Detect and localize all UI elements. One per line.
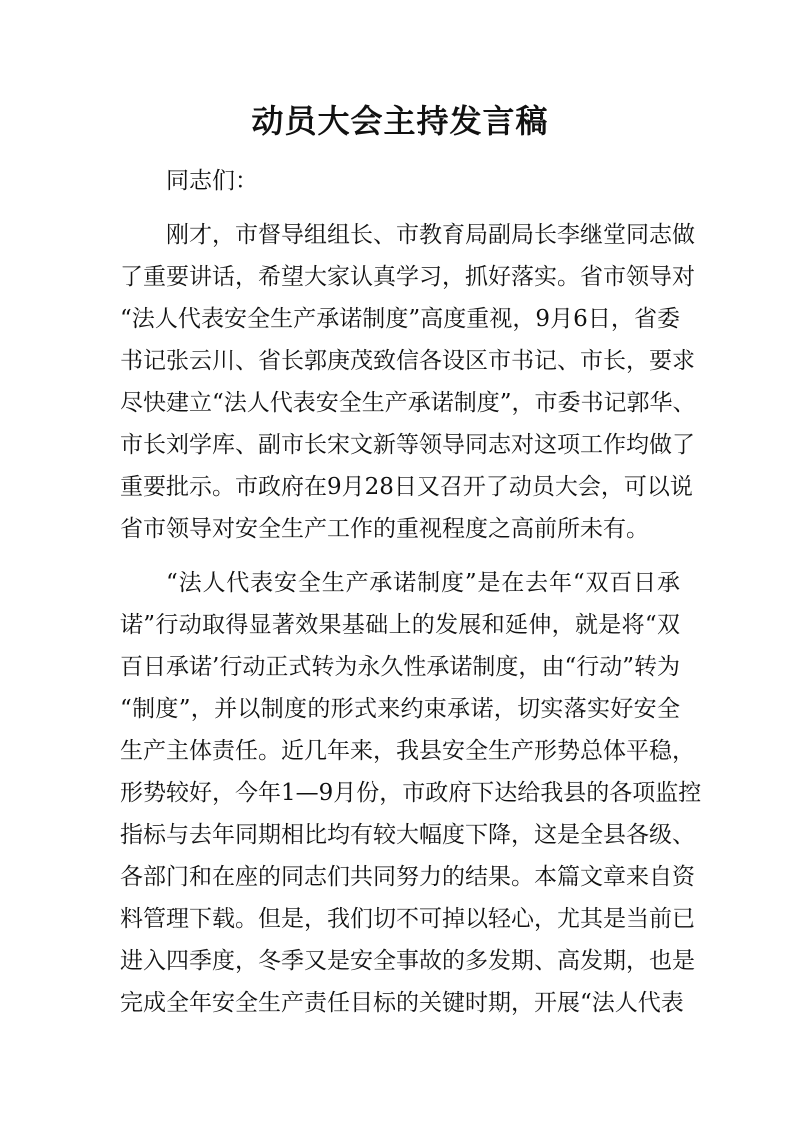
text-line: 形势较好，今年1—9月份，市政府下达给我县的各项监控 bbox=[120, 780, 702, 806]
text-line: “制度”，并以制度的形式来约束承诺，切实落实好安全 bbox=[120, 696, 680, 722]
text-line: 各部门和在座的同志们共同努力的结果。本篇文章来自资 bbox=[120, 864, 695, 890]
text-line: 指标与去年同期相比均有较大幅度下降，这是全县各级、 bbox=[120, 822, 695, 848]
text-line: 诺”行动取得显著效果基础上的发展和延伸，就是将“双 bbox=[120, 612, 680, 638]
document-title: 动员大会主持发言稿 bbox=[251, 102, 549, 140]
text-line: “法人代表安全生产承诺制度”高度重视，9月6日，省委 bbox=[120, 306, 680, 332]
text-line: 刚才，市督导组组长、市教育局副局长李继堂同志做 bbox=[166, 222, 695, 248]
paragraph-2 bbox=[120, 562, 702, 1024]
salutation: 同志们： bbox=[166, 168, 258, 194]
text-line: 书记张云川、省长郭庚茂致信各设区市书记、市长，要求 bbox=[120, 348, 695, 374]
text-line: 了重要讲话，希望大家认真学习，抓好落实。省市领导对 bbox=[120, 264, 695, 290]
text-line: 百日承诺’行动正式转为永久性承诺制度，由“行动”转为 bbox=[120, 654, 680, 680]
text-line: 重要批示。市政府在9月28日又召开了动员大会，可以说 bbox=[120, 474, 693, 500]
document-body bbox=[120, 160, 702, 1036]
text-line: 料管理下载。但是，我们切不可掉以轻心，尤其是当前已 bbox=[120, 906, 695, 932]
text-line: 进入四季度，冬季又是安全事故的多发期、高发期，也是 bbox=[120, 948, 695, 974]
text-line: 市长刘学库、副市长宋文新等领导同志对这项工作均做了 bbox=[120, 432, 695, 458]
paragraph-1 bbox=[120, 214, 696, 550]
text-line: 完成全年安全生产责任目标的关键时期，开展“法人代表 bbox=[120, 990, 684, 1016]
text-line: “法人代表安全生产承诺制度”是在去年“双百日承 bbox=[166, 570, 680, 596]
text-line: 省市领导对安全生产工作的重视程度之高前所未有。 bbox=[120, 516, 649, 542]
text-line: 生产主体责任。近几年来，我县安全生产形势总体平稳， bbox=[120, 738, 695, 764]
text-line: 尽快建立“法人代表安全生产承诺制度”，市委书记郭华、 bbox=[120, 390, 696, 416]
salutation-paragraph bbox=[120, 160, 680, 202]
